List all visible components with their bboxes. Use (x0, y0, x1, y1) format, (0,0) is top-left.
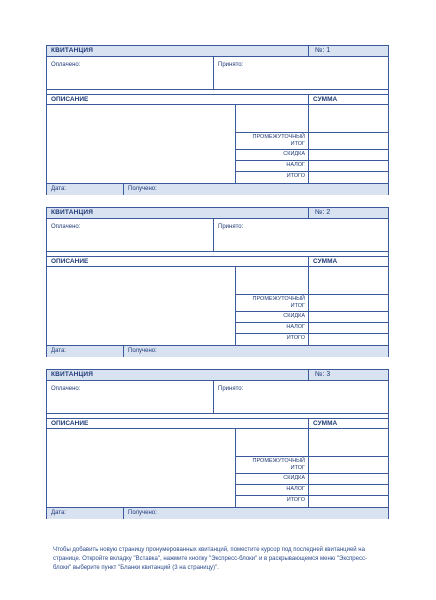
paid-row (47, 57, 388, 90)
date-label: Дата: (51, 510, 66, 516)
paid-label: Оплачено: (51, 224, 81, 230)
description-label: ОПИСАНИЕ (51, 258, 89, 265)
amount-label: СУММА (313, 96, 338, 103)
total-label: ИТОГО (286, 335, 305, 341)
paid-label: Оплачено: (51, 62, 81, 68)
amount-label: СУММА (313, 420, 338, 427)
receipt-number-cell (308, 208, 388, 218)
receipt-footer (47, 507, 388, 519)
receipt-header (47, 370, 388, 381)
receipt-footer (47, 183, 388, 195)
amount-label: СУММА (313, 258, 338, 265)
tax-label: НАЛОГ (286, 324, 305, 330)
receipt-header (47, 46, 388, 57)
subtotal-label: ПРОМЕЖУТОЧНЫЙ ИТОГ (252, 458, 305, 471)
received-label: Получено: (128, 186, 157, 192)
description-label: ОПИСАНИЕ (51, 420, 89, 427)
subtotal-label: ПРОМЕЖУТОЧНЫЙ ИТОГ (252, 296, 305, 309)
date-label: Дата: (51, 348, 66, 354)
receipt-header (47, 208, 388, 219)
receipt-title: КВИТАНЦИЯ (51, 47, 94, 54)
total-label: ИТОГО (286, 173, 305, 179)
tax-label: НАЛОГ (286, 486, 305, 492)
description-header (47, 419, 388, 429)
instruction-note: Чтобы добавить новую страницу пронумерованных квитанций, поместите курсор под последней квитанцией на странице. Откройте вкладку "Вставка", нажмите кнопку "Экспресс-блоки" и в раскрывающемся меню "Экспресс-блоки" выберите пункт "Бланки квитанций (3 на страницу)". (53, 547, 367, 571)
items-body (47, 105, 388, 183)
received-by-label: Принято: (218, 386, 244, 392)
receipt-number: №: 3 (315, 371, 331, 378)
discount-label: СКИДКА (283, 313, 305, 319)
subtotal-label: ПРОМЕЖУТОЧНЫЙ ИТОГ (252, 134, 305, 147)
receipt-number: №: 2 (315, 209, 331, 216)
receipt-number-cell (308, 46, 388, 56)
receipt-title: КВИТАНЦИЯ (51, 209, 94, 216)
receipt-2 (46, 207, 389, 357)
received-by-label: Принято: (218, 62, 244, 68)
received-label: Получено: (128, 510, 157, 516)
discount-label: СКИДКА (283, 151, 305, 157)
description-header (47, 257, 388, 267)
receipt-footer (47, 345, 388, 357)
paid-row (47, 381, 388, 414)
paid-label: Оплачено: (51, 386, 81, 392)
paid-row (47, 219, 388, 252)
receipt-number: №: 1 (315, 47, 331, 54)
receipt-number-cell (308, 370, 388, 380)
received-label: Получено: (128, 348, 157, 354)
date-label: Дата: (51, 186, 66, 192)
received-by-label: Принято: (218, 224, 244, 230)
receipt-title: КВИТАНЦИЯ (51, 371, 94, 378)
total-label: ИТОГО (286, 497, 305, 503)
items-body (47, 267, 388, 345)
discount-label: СКИДКА (283, 475, 305, 481)
description-label: ОПИСАНИЕ (51, 96, 89, 103)
receipt-3 (46, 369, 389, 519)
items-body (47, 429, 388, 507)
description-header (47, 95, 388, 105)
tax-label: НАЛОГ (286, 162, 305, 168)
receipt-1 (46, 45, 389, 195)
